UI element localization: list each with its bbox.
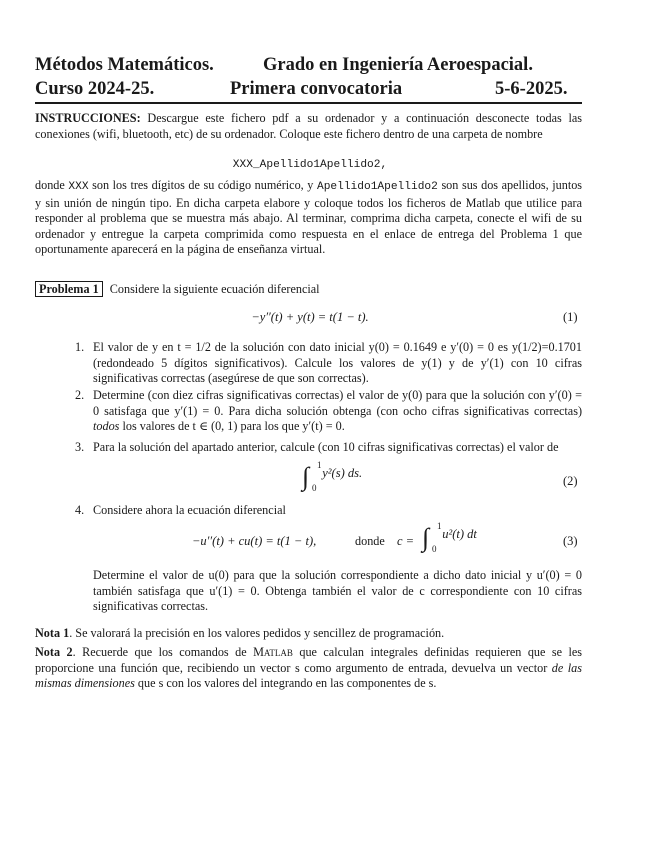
- exam-session: Primera convocatoria: [230, 79, 403, 99]
- integral-lower-limit: 0: [432, 544, 437, 554]
- folder-name: XXX_Apellido1Apellido2,: [232, 159, 388, 171]
- integral-sign: ∫: [302, 462, 310, 491]
- code-placeholder: XXX: [68, 181, 89, 193]
- item-1-text: El valor de y en t = 1/2 de la solución con dato inicial y(0) = 0.1649 e y′(0) = 0 es y(1/2)=0.1701 (redondeado 5 dígitos significativos). Calcule los valores de y(1) y de y′(1) con 10 cifras significativas correctas (asegúrese de que son correctas).: [93, 340, 582, 386]
- surnames-placeholder: Apellido1Apellido2: [316, 181, 438, 193]
- item-2-text: [93, 388, 582, 435]
- equation-1-number: (1): [563, 310, 578, 324]
- note-1: [35, 626, 582, 642]
- problem-intro: Considere la siguiente ecuación diferencial: [109, 282, 320, 296]
- problem-label: Problema 1: [35, 281, 103, 297]
- instructions-text-a: donde: [35, 178, 65, 192]
- integral-sign: ∫: [422, 523, 430, 552]
- note-2-text-a: . Recuerde que los comandos de: [72, 645, 247, 659]
- equation-2: [302, 460, 363, 493]
- item-2-number: 2.: [75, 388, 85, 402]
- matlab-name: Matlab: [253, 645, 293, 659]
- note-2-text-b: que calculan integrales definidas requieren que se les proporcione una función que, recibiendo un vector s como argumento de entrada, devuelva un vector: [35, 645, 583, 675]
- integral-upper-limit: 1: [317, 460, 322, 470]
- instructions-text: Descargue este fichero pdf a su ordenador y a continuación desconecte todas las conexiones (wifi, bluetooth, etc) de su ordenador. Coloque este fichero dentro de una carpeta de nombre: [35, 111, 582, 141]
- note-1-label: Nota 1: [35, 626, 70, 640]
- note-2-text-c: que s con los valores del integrando en las componentes de s.: [137, 676, 437, 691]
- equation-2-number: (2): [563, 474, 578, 488]
- item-2-emphasis: todos: [93, 419, 120, 434]
- instructions-block: [35, 111, 582, 142]
- equation-3-left: −u′′(t) + cu(t) = t(1 − t),: [192, 534, 317, 548]
- header-rule: [35, 102, 582, 104]
- note-1-text: . Se valorará la precisión en los valores pedidos y sencillez de programación.: [69, 626, 445, 640]
- equation-3-number: (3): [563, 534, 578, 548]
- item-4-number: 4.: [75, 503, 85, 517]
- equation-3-donde: donde: [355, 534, 385, 548]
- item-4-text: Considere ahora la ecuación diferencial: [93, 503, 286, 517]
- item-1-number: 1.: [75, 340, 85, 354]
- integral-lower-limit: 0: [312, 483, 317, 493]
- equation-2-body: y²(s) ds.: [322, 466, 363, 480]
- instructions-continued: [35, 178, 582, 258]
- note-2-label: Nota 2: [35, 645, 73, 659]
- item-3-text: Para la solución del apartado anterior, calcule (con 10 cifras significativas correctas) el valor de: [93, 440, 559, 454]
- problem-heading: [35, 282, 320, 298]
- equation-3-integral: [422, 521, 477, 554]
- note-2-emphasis: de las mismas dimensiones: [35, 660, 583, 691]
- instructions-label: INSTRUCCIONES:: [35, 111, 141, 125]
- equation-1: −y′′(t) + y(t) = t(1 − t).: [251, 310, 369, 324]
- exam-date: 5-6-2025.: [495, 79, 568, 99]
- equation-3-c: c =: [397, 534, 415, 548]
- item-2-text-a: Determine (con diez cifras significativas correctas) el valor de y(0) para que la solución con y′(0) = 0 satisfaga que y′(1) = 0. Para dicha solución obtenga (con ocho cifras significativas correctas): [93, 388, 582, 418]
- item-2-text-b: los valores de t ∈ (0, 1) para los que y′(t) = 0.: [122, 419, 345, 434]
- course-title: Métodos Matemáticos.: [35, 55, 214, 75]
- equation-3-body: u²(t) dt: [442, 527, 477, 541]
- degree-title: Grado en Ingeniería Aeroespacial.: [263, 55, 533, 75]
- integral-upper-limit: 1: [437, 521, 442, 531]
- note-2: [35, 645, 582, 692]
- instructions-text-b: son los tres dígitos de su código numérico, y: [92, 178, 314, 192]
- instructions-text-c: son sus dos apellidos, juntos y sin unión de ningún tipo. En dicha carpeta elabore y coloque todos los ficheros de Matlab que utilice para responder al problema que se muestra más abajo. Al terminar, comprima dicha carpeta, conecte el wifi de su ordenador y entregue la carpeta comprimida como respuesta en el enlace de entrega del Problema 1 que oportunamente aparecerá en la página de enseñanza virtual.: [35, 178, 583, 257]
- item-3-number: 3.: [75, 440, 85, 454]
- course-year: Curso 2024-25.: [35, 79, 155, 99]
- item-4-continuation: Determine el valor de u(0) para que la solución correspondiente a dicho dato inicial y u′(0) = 0 también satisfaga que u′(1) = 0. Obtenga también el valor de c correspondiente con 10 cifras significativas correctas.: [93, 568, 582, 614]
